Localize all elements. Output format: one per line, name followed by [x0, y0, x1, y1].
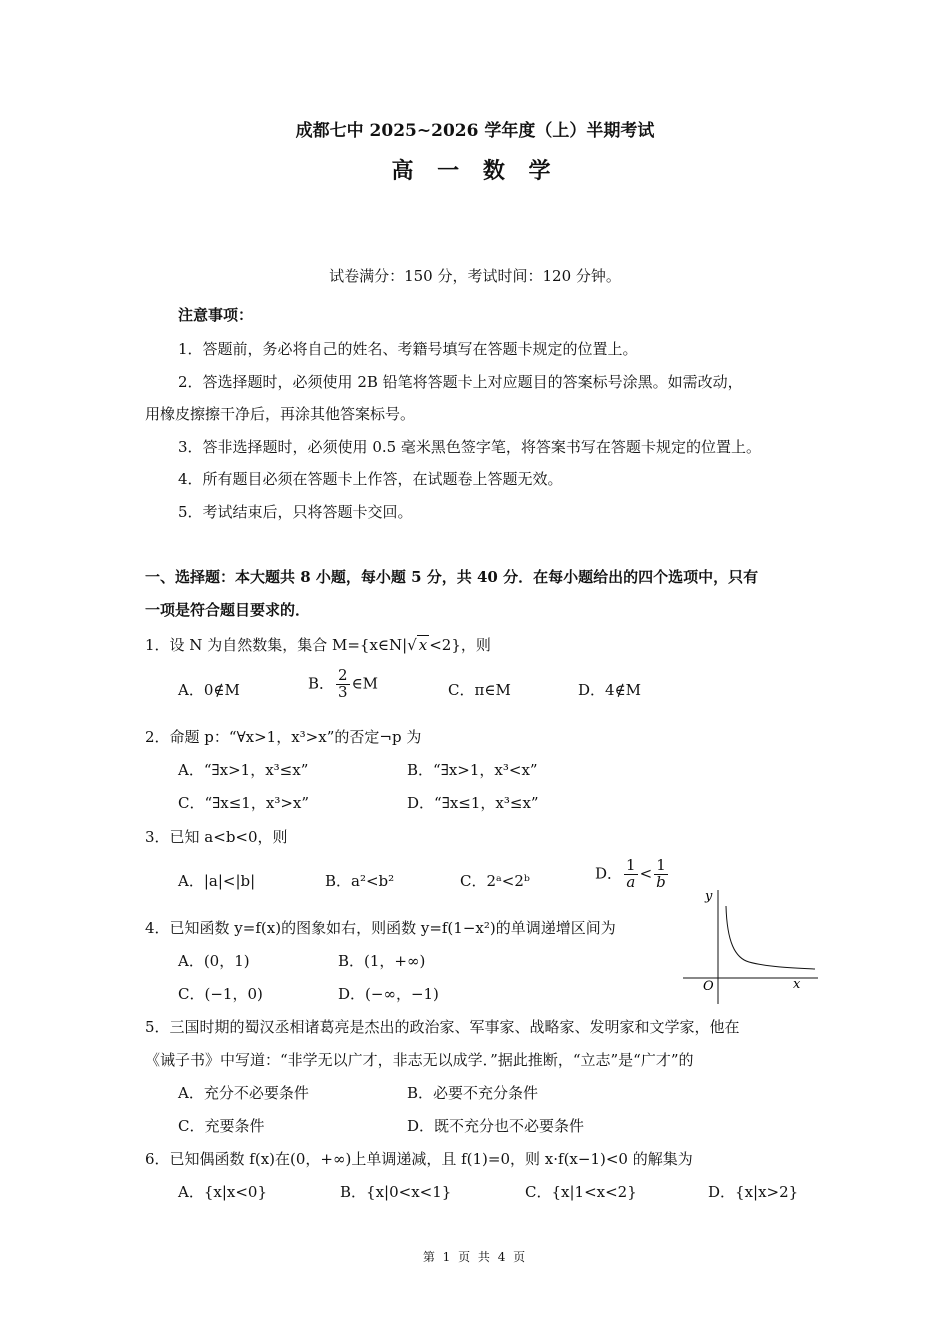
notice-item: 1．答题前，务必将自己的姓名、考籍号填写在答题卡规定的位置上。 — [178, 340, 638, 358]
fraction: $\frac{2}{3}$ — [338, 666, 348, 701]
q1-option-b: B． $\frac{2}{3}$ ∈M — [308, 666, 379, 701]
section-heading: 一、选择题：本大题共 8 小题，每小题 5 分，共 40 分．在每小题给出的四个选项中，只有 — [145, 568, 759, 586]
q3-option-b: B．a²<b² — [325, 872, 395, 890]
function-curve — [726, 906, 815, 969]
q6-option-d: D．{x|x>2} — [708, 1183, 799, 1201]
q3-option-d: D． $\frac{1}{a}$ < $\frac{1}{b}$ — [595, 856, 666, 891]
origin-label: O — [703, 979, 714, 994]
q6-option-b: B．{x|0<x<1} — [340, 1183, 452, 1201]
q3-option-c: C．2ᵃ<2ᵇ — [460, 872, 530, 890]
question-1-stem: 1．设 N 为自然数集，集合 M={x∈N|√ x <2}，则 — [145, 636, 491, 654]
q4-option-b: B．(1，+∞) — [338, 952, 426, 970]
question-2-stem: 2．命题 p：“∀x>1，x³>x”的否定¬p 为 — [145, 728, 422, 746]
q6-option-c: C．{x|1<x<2} — [525, 1183, 637, 1201]
q5-option-d: D．既不充分也不必要条件 — [407, 1117, 585, 1135]
q2-option-c: C．“∃x≤1，x³>x” — [178, 794, 310, 812]
question-5-stem-cont: 《诫子书》中写道：“非学无以广才，非志无以成学．”据此推断，“立志”是“广才”的 — [145, 1051, 694, 1069]
q2-option-d: D．“∃x≤1，x³≤x” — [407, 794, 539, 812]
q1-option-c: C．π∈M — [448, 681, 511, 699]
question-4-stem: 4．已知函数 y=f(x)的图象如右，则函数 y=f(1−x²)的单调递增区间为 — [145, 919, 616, 937]
fraction: $\frac{1}{a}$ — [626, 856, 636, 891]
question-6-stem: 6．已知偶函数 f(x)在(0，+∞)上单调递减，且 f(1)=0，则 x·f(x−1)<0 的解集为 — [145, 1150, 693, 1168]
fraction: $\frac{1}{b}$ — [656, 856, 666, 891]
x-axis-label: x — [793, 977, 801, 992]
notice-item: 2．答选择题时，必须使用 2B 铅笔将答题卡上对应题目的答案标号涂黑。如需改动， — [178, 373, 743, 391]
q3-option-a: A．|a|<|b| — [178, 872, 256, 890]
q4-option-a: A．(0，1) — [178, 952, 250, 970]
exam-info: 试卷满分：150 分，考试时间：120 分钟。 — [329, 267, 621, 285]
q5-option-b: B．必要不充分条件 — [407, 1084, 539, 1102]
q2-option-b: B．“∃x>1，x³<x” — [407, 761, 538, 779]
section-heading-cont: 一项是符合题目要求的． — [145, 601, 311, 619]
notice-item: 5．考试结束后，只将答题卡交回。 — [178, 503, 413, 521]
notice-item: 用橡皮擦擦干净后，再涂其他答案标号。 — [145, 405, 416, 423]
q1-option-a: A．0∉M — [178, 681, 240, 699]
function-graph — [683, 884, 823, 1008]
q5-option-a: A．充分不必要条件 — [178, 1084, 309, 1102]
q4-option-d: D．(−∞，−1) — [338, 985, 439, 1003]
q4-option-c: C．(−1，0) — [178, 985, 263, 1003]
question-3-stem: 3．已知 a<b<0，则 — [145, 828, 288, 846]
y-axis-label: y — [705, 889, 713, 904]
q5-option-c: C．充要条件 — [178, 1117, 265, 1135]
sqrt-radicand: x — [418, 636, 428, 654]
question-5-stem: 5．三国时期的蜀汉丞相诸葛亮是杰出的政治家、军事家、战略家、发明家和文学家，他在 — [145, 1018, 740, 1036]
notice-item: 3．答非选择题时，必须使用 0.5 毫米黑色签字笔，将答案书写在答题卡规定的位置上。 — [178, 438, 761, 456]
notice-heading: 注意事项： — [178, 306, 254, 324]
subject-title: 高 一 数 学 — [391, 158, 559, 184]
page-footer: 第 1 页 共 4 页 — [422, 1250, 528, 1264]
q1-option-d: D．4∉M — [578, 681, 642, 699]
sqrt-symbol: √ — [407, 636, 417, 654]
q6-option-a: A．{x|x<0} — [178, 1183, 268, 1201]
notice-item: 4．所有题目必须在答题卡上作答，在试题卷上答题无效。 — [178, 470, 563, 488]
exam-title: 成都七中 2025~2026 学年度（上）半期考试 — [295, 121, 655, 141]
q2-option-a: A．“∃x>1，x³≤x” — [178, 761, 309, 779]
